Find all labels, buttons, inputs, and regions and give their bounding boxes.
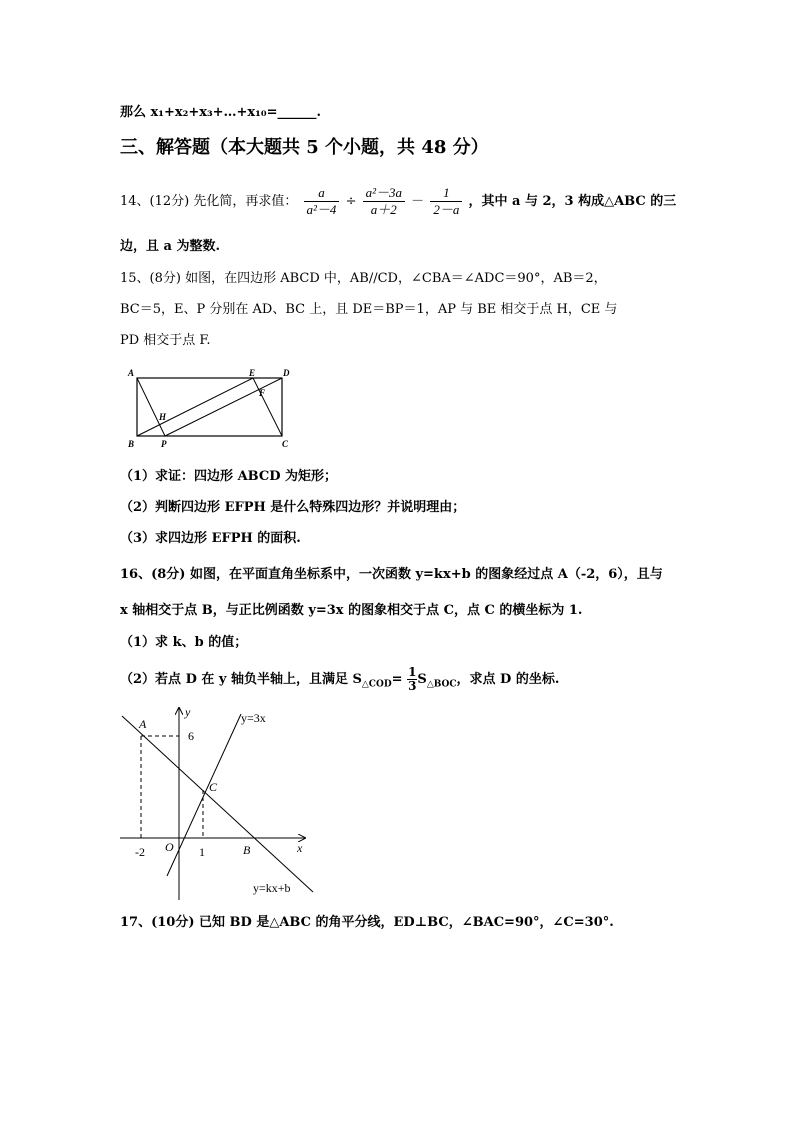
q14-frac3 [430, 185, 462, 218]
q16-graph [115, 702, 325, 902]
label-H: H [159, 412, 167, 422]
q14-frac1-den: a²－4 [306, 202, 337, 217]
q16-one-third [407, 666, 417, 693]
rectangle-abcd [137, 378, 282, 436]
q14-tail: ，其中 a 与 2，3 构成△ABC 的三 [468, 194, 677, 209]
q15-line1: 15、(8分) 如图，在四边形 ABCD 中，AB//CD，∠CBA＝∠ADC＝90°，AB＝2， [120, 271, 607, 286]
segment-ap [137, 378, 165, 436]
point-c-label: C [209, 780, 218, 794]
line-kxb-label: y=kx+b [253, 881, 291, 895]
label-P: P [161, 439, 167, 449]
q16-sub2-text-a: （2）若点 D 在 y 轴负半轴上，且满足 S [120, 672, 362, 687]
q14-frac2 [363, 185, 405, 218]
segment-be [137, 378, 253, 436]
tick-label-minus-2: -2 [135, 845, 145, 859]
q15-figure [120, 364, 290, 454]
q16-line2: x 轴相交于点 B，与正比例函数 y=3x 的图象相交于点 C，点 C 的横坐标为 1. [120, 603, 583, 618]
q14-frac3-num: 1 [430, 185, 462, 202]
line-kx-plus-b [122, 716, 313, 892]
top-sum: x₁+x₂+x₃+…+x₁₀= [150, 105, 278, 120]
tick-label-6: 6 [188, 729, 194, 743]
label-A: A [128, 368, 135, 378]
label-F: F [259, 388, 266, 398]
q16-sub2-text-b: S [417, 672, 427, 687]
q17-line1: 17、(10分) 已知 BD 是△ABC 的角平分线，ED⊥BC，∠BAC=90°，∠C=30°. [120, 915, 614, 930]
q15-line3: PD 相交于点 F. [120, 333, 211, 348]
q14-frac1 [304, 185, 340, 218]
label-B: B [128, 439, 135, 449]
q14-div: ÷ [345, 194, 357, 209]
q16-sub2-eq: = [391, 672, 403, 687]
q14-line1 [120, 182, 676, 222]
q14-head: 14、(12分) 先化简，再求值： [120, 194, 298, 209]
q14-frac1-num: a [304, 185, 340, 202]
q16-frac-num: 1 [408, 665, 417, 679]
label-E: E [249, 368, 256, 378]
q15-sub2: （2）判断四边形 EFPH 是什么特殊四边形？并说明理由； [120, 500, 466, 515]
q16-sub2-text-c: ，求点 D 的坐标. [456, 672, 560, 687]
q16-frac-den: 3 [408, 679, 417, 693]
origin-label: O [165, 840, 174, 854]
q14-line2: 边，且 a 为整数. [120, 239, 221, 254]
line-3x-label: y=3x [241, 711, 266, 725]
x-axis-label: x [297, 841, 303, 855]
q14-frac2-num: a²－3a [363, 185, 405, 202]
q14-frac3-den: 2－a [433, 202, 460, 217]
top-line [120, 104, 321, 122]
q16-line1: 16、(8分) 如图，在平面直角坐标系中，一次函数 y=kx+b 的图象经过点 A（-2，6），且与 [120, 567, 663, 582]
q14-minus: － [411, 194, 425, 209]
q14-frac2-den: a＋2 [370, 202, 397, 217]
q16-sub2 [120, 660, 559, 700]
point-b-label: B [243, 843, 251, 857]
segment-pd [165, 378, 282, 436]
q16-sub2-sub-boc: △BOC [426, 679, 457, 690]
point-a-label: A [139, 717, 147, 731]
tick-label-1: 1 [199, 845, 205, 859]
section-heading: 三、解答题（本大题共 5 个小题，共 48 分） [120, 137, 489, 158]
answer-blank: ______. [277, 105, 321, 120]
top-prefix: 那么 [120, 105, 151, 120]
y-axis-label: y [185, 705, 191, 719]
label-C: C [282, 439, 289, 449]
q15-sub1: （1）求证：四边形 ABCD 为矩形； [120, 469, 338, 484]
label-D: D [283, 368, 290, 378]
q16-sub1: （1）求 k、b 的值； [120, 635, 248, 650]
segment-ce [253, 378, 282, 436]
q15-sub3: （3）求四边形 EFPH 的面积. [120, 531, 301, 546]
q16-sub2-sub-cod: △COD [361, 679, 392, 690]
q15-line2: BC＝5，E、P 分别在 AD、BC 上，且 DE＝BP＝1，AP 与 BE 相交于点 H，CE 与 [120, 302, 618, 317]
